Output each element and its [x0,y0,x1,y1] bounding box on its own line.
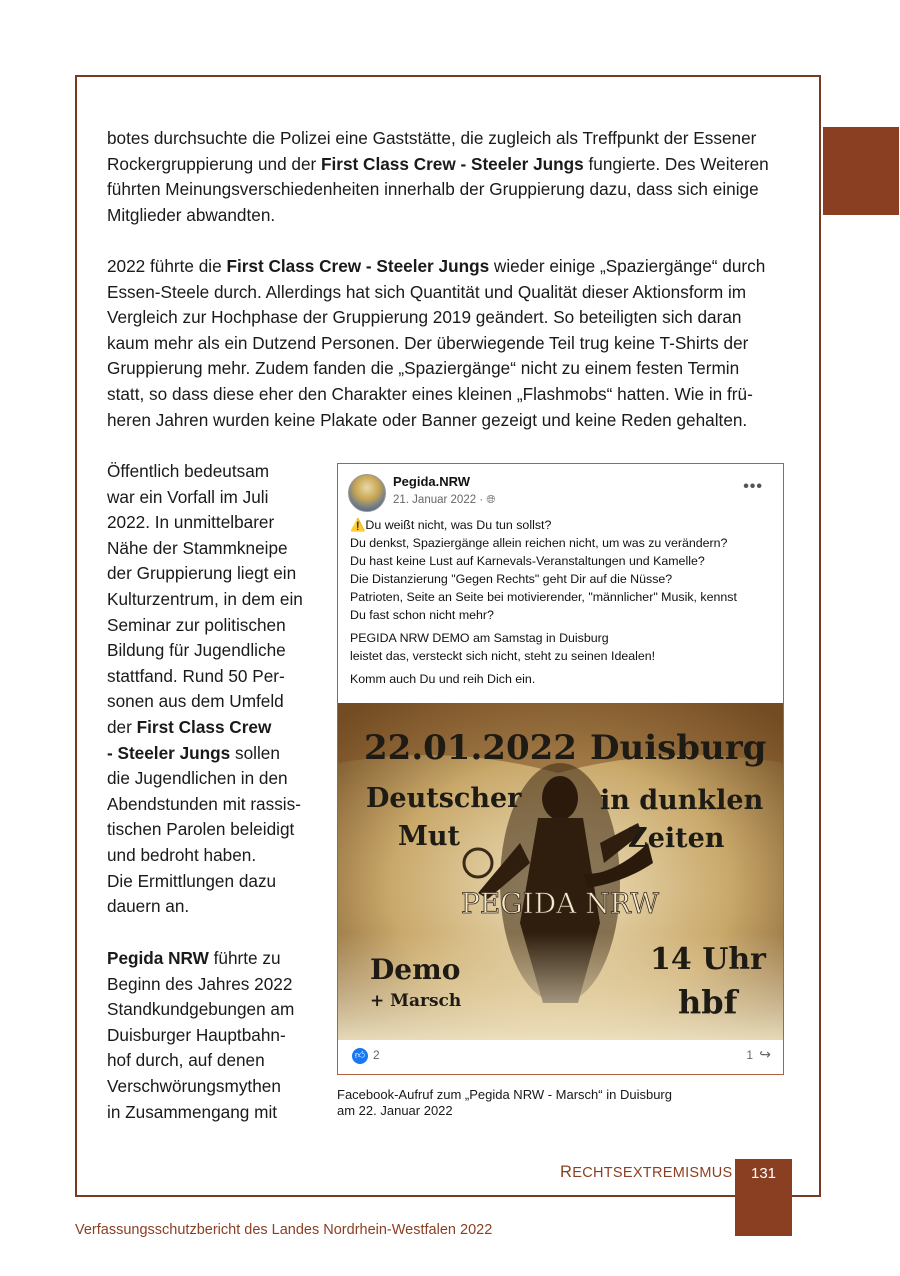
text-run: 2022. In unmittelbarer [107,512,275,533]
figure-caption [337,1087,717,1119]
poster-organization: PEGIDA NRW [460,887,660,920]
caption-line-2: am 22. Januar 2022 [337,1103,453,1118]
text-run: kaum mehr als ein Dutzend Personen. Der überwiegende Teil trug keine T-Shirts der [107,332,749,353]
text-run: Rockergruppierung und der [107,153,322,174]
share-count: 1 [746,1048,753,1062]
column-text-pegida [107,946,322,1125]
text-run: Vergleich zur Hochphase der Gruppierung 2019 geändert. So beteiligten sich daran [107,307,742,328]
bold-organization-name: First Class Crew - Steeler Jungs [321,153,584,174]
poster-bottom-left-1: Demo [370,953,461,986]
bold-organization-name: - Steeler Jungs [107,742,231,763]
text-line [107,1023,322,1049]
page-number: 131 [750,1165,777,1182]
post-text-line: leistet das, versteckt sich nicht, steht zu seinen Idealen! [350,649,656,663]
text-line [107,972,322,998]
text-line [107,946,322,972]
text-run: führten Meinungsverschiedenheiten innerhalb der Gruppierung dazu, dass sich einige [107,179,759,200]
text-line [107,715,322,741]
bold-organization-name: Pegida NRW [107,948,209,968]
text-line [107,331,797,357]
section-label [560,1163,733,1182]
page-avatar [348,474,386,512]
text-line [107,203,797,229]
text-line [107,485,322,511]
column-text-incident [107,459,322,920]
post-text-line: Du fast schon nicht mehr? [350,608,494,622]
post-text [350,516,773,688]
text-run: dauern an. [107,896,190,917]
poster-left-line-1: Deutscher [366,783,522,814]
text-run: die Jugendlichen in den [107,768,288,789]
text-line [107,408,797,434]
text-run: der Gruppierung liegt ein [107,563,297,584]
post-text-line: Komm auch Du und reih Dich ein. [350,672,536,686]
text-run: Bildung für Jugendliche [107,640,286,661]
poster-date: 22.01.2022 [364,728,577,768]
text-line [107,356,797,382]
post-text-line: Patrioten, Seite an Seite bei motivierender, "männlicher" Musik, kennst [350,590,737,604]
text-line [107,766,322,792]
text-line [107,689,322,715]
text-run: Nähe der Stammkneipe [107,537,288,558]
text-line [107,664,322,690]
post-text-line: Du hast keine Lust auf Karnevals-Veranstaltungen und Kamelle? [350,554,705,568]
text-line [107,792,322,818]
text-run: Standkundgebungen am [107,999,295,1020]
text-run: hof durch, auf denen [107,1050,265,1071]
poster-bottom-right-1: 14 Uhr [650,942,766,977]
text-run: heren Jahren wurden keine Plakate oder Banner gezeigt und keine Reden gehalten. [107,409,748,430]
poster-graphic [338,703,783,1040]
text-run: in Zusammengang mit [107,1101,278,1122]
section-label-rest: ECHTSEXTREMISMUS [572,1165,733,1181]
post-header [348,474,773,514]
text-line [107,997,322,1023]
post-image-poster [338,703,783,1040]
like-count: 2 [373,1048,380,1062]
footer-publication-title: Verfassungsschutzbericht des Landes Nordrhein-Westfalen 2022 [75,1222,493,1238]
text-run: Beginn des Jahres 2022 [107,973,293,994]
text-line [107,1100,322,1126]
text-line [107,536,322,562]
text-run: sonen aus dem Umfeld [107,691,284,712]
text-line [107,817,322,843]
poster-city: Duisburg [590,728,767,768]
text-run: Seminar zur politischen [107,614,286,635]
text-run: fungierte. Des Weiteren [583,153,769,174]
chapter-tab [823,127,899,215]
text-run: tischen Parolen beleidigt [107,819,295,840]
caption-line-1: Facebook-Aufruf zum „Pegida NRW - Marsch“ in Duisburg [337,1087,672,1102]
text-line [107,843,322,869]
facebook-post [337,463,784,1075]
bold-organization-name: First Class Crew [136,716,272,737]
page-number-box [735,1159,792,1236]
text-run: der [107,716,137,737]
text-line [107,1048,322,1074]
more-options-icon: ••• [743,478,763,495]
poster-bottom-right-2: hbf [678,983,738,1021]
text-run: statt, so dass diese eher den Charakter eines kleinen „Flashmobs“ hatten. Wie in frü- [107,383,753,404]
poster-right-line-2: Zeiten [628,823,725,854]
text-run: Öffentlich bedeutsam [107,461,270,481]
text-run: Essen-Steele durch. Allerdings hat sich Quantität und Qualität dieser Aktionsform im [107,281,747,302]
paragraph-2 [107,254,797,433]
text-line [107,177,797,203]
text-line [107,741,322,767]
text-run: Die Ermittlungen dazu [107,870,277,891]
poster-right-line-1: in dunklen [600,785,764,816]
text-line [107,280,797,306]
post-date [393,494,496,507]
text-line [107,587,322,613]
post-text-line: Du denkst, Spaziergänge allein reichen nicht, um was zu verändern? [350,536,728,550]
text-run: Mitglieder abwandten. [107,204,276,225]
post-text-line: Die Distanzierung "Gegen Rechts" geht Dir auf die Nüsse? [350,572,673,586]
text-line [107,869,322,895]
text-line [107,638,322,664]
warrior-head [542,776,578,820]
text-run: war ein Vorfall im Juli [107,486,269,507]
text-line [107,305,797,331]
text-run: führte zu [208,948,281,968]
paragraph-1 [107,126,797,228]
text-run: stattfand. Rund 50 Per- [107,665,285,686]
text-run: Gruppierung mehr. Zudem fanden die „Spaziergänge“ nicht zu einem festen Termin [107,358,740,379]
section-label-initial: R [560,1163,573,1181]
post-text-line: PEGIDA NRW DEMO am Samstag in Duisburg [350,631,609,645]
text-run: botes durchsuchte die Polizei eine Gaststätte, die zugleich als Treffpunkt der Essener [107,128,757,148]
post-text-line: ⚠️Du weißt nicht, was Du tun sollst? [350,518,552,532]
text-run: sollen [230,742,280,763]
text-run: Abendstunden mit rassis- [107,793,301,814]
post-date-text: 21. Januar 2022 · [393,494,487,506]
text-run: Verschwörungsmythen [107,1075,281,1096]
page-name: Pegida.NRW [393,474,471,489]
text-run: 2022 führte die [107,256,227,276]
like-icon: 👍︎ [352,1048,368,1064]
text-line [107,1074,322,1100]
post-footer [338,1040,783,1074]
text-line [107,254,797,280]
text-line [107,894,322,920]
poster-left-line-2: Mut [398,821,460,852]
text-line [107,561,322,587]
text-line [107,152,797,178]
bold-organization-name: First Class Crew - Steeler Jungs [226,256,490,276]
text-line [107,126,797,152]
poster-bottom-left-2: + Marsch [370,991,462,1011]
text-line [107,459,322,485]
text-line [107,382,797,408]
text-line [107,613,322,639]
globe-icon: 🌐︎ [486,494,496,506]
text-run: Duisburger Hauptbahn- [107,1024,286,1045]
share-icon: ↪ [759,1046,771,1062]
text-run: wieder einige „Spaziergänge“ durch [489,256,766,276]
text-run: und bedroht haben. [107,844,257,865]
text-line [107,510,322,536]
text-run: Kulturzentrum, in dem ein [107,588,303,609]
